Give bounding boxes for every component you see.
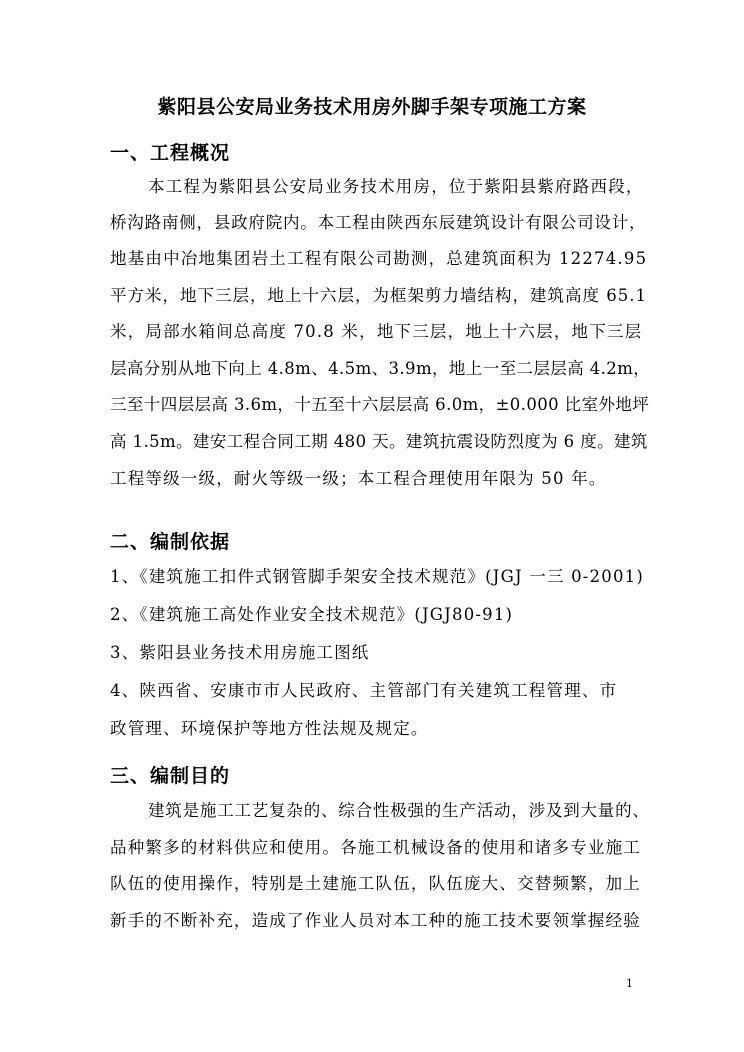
section-heading-basis: 二、编制依据 — [110, 531, 231, 553]
paragraph-line: 平方米，地下三层，地上十六层，为框架剪力墙结构，建筑高度 65.1 — [110, 286, 647, 305]
paragraph-line: 品种繁多的材料供应和使用。各施工机械设备的使用和诸多专业施工 — [110, 838, 641, 857]
paragraph-line: 三至十四层层高 3.6m，十五至十六层层高 6.0m，±0.000 比室外地坪 — [110, 395, 650, 414]
paragraph-line: 建筑是施工工艺复杂的、综合性极强的生产活动，涉及到大量的、 — [148, 801, 650, 820]
paragraph-line: 新手的不断补充，造成了作业人员对本工种的施工技术要领掌握经验 — [110, 911, 641, 930]
paragraph-line: 米，局部水箱间总高度 70.8 米，地下三层，地上十六层，地下三层 — [110, 322, 643, 341]
list-item: 4、陕西省、安康市市人民政府、主管部门有关建筑工程管理、市 — [110, 681, 618, 700]
paragraph-line: 队伍的使用操作，特别是土建施工队伍，队伍庞大、交替频繁，加上 — [110, 874, 641, 893]
page-number: 1 — [626, 977, 633, 990]
paragraph-line: 桥沟路南侧，县政府院内。本工程由陕西东辰建筑设计有限公司设计， — [110, 213, 647, 232]
paragraph-line: 地基由中冶地集团岩土工程有限公司勘测，总建筑面积为 12274.95 — [110, 249, 648, 268]
paragraph-line: 工程等级一级，耐火等级一级；本工程合理使用年限为 50 年。 — [110, 469, 607, 488]
list-item: 2、《建筑施工高处作业安全技术规范》(JGJ80-91) — [110, 605, 514, 624]
paragraph-line: 高 1.5m。建安工程合同工期 480 天。建筑抗震设防烈度为 6 度。建筑 — [110, 432, 648, 451]
list-item: 政管理、环境保护等地方性法规及规定。 — [110, 719, 429, 738]
section-heading-purpose: 三、编制目的 — [110, 765, 231, 787]
paragraph-line: 层高分别从地下向上 4.8m、4.5m、3.9m，地上一至二层层高 4.2m， — [110, 359, 651, 378]
paragraph-line: 本工程为紫阳县公安局业务技术用房，位于紫阳县紫府路西段， — [148, 177, 644, 196]
document-title: 紫阳县公安局业务技术用房外脚手架专项施工方案 — [157, 96, 587, 118]
list-item: 1、《建筑施工扣件式钢管脚手架安全技术规范》(JGJ 一三 0-2001) — [110, 567, 644, 586]
section-heading-overview: 一、工程概况 — [110, 142, 231, 164]
list-item: 3、紫阳县业务技术用房施工图纸 — [110, 643, 370, 662]
